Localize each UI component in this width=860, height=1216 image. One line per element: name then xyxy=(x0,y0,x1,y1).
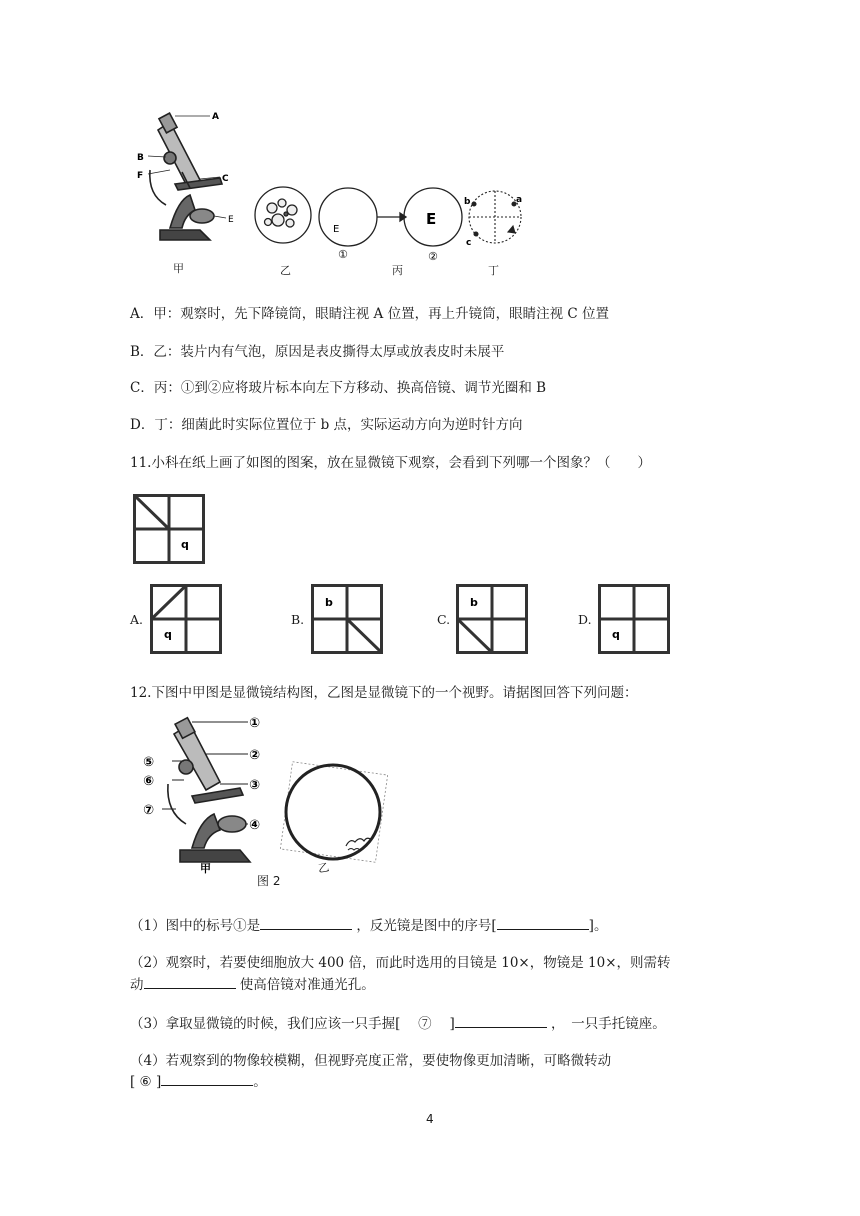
caption-jia-q12: 甲 xyxy=(200,862,211,875)
figure-2-title: 图 2 xyxy=(257,874,281,888)
caption-yi: 乙 xyxy=(280,264,291,277)
marker-7: ⑦ xyxy=(143,803,155,818)
ding-label-b: b xyxy=(464,197,471,207)
microscope-drawing-q12 xyxy=(168,718,250,862)
q11-stem: 11.小科在纸上画了如图的图案，放在显微镜下观察，会看到下列哪一个图象？（ ） xyxy=(130,455,651,471)
label-C: C xyxy=(222,174,229,184)
svg-text:q: q xyxy=(612,628,620,641)
q11-option-a-figure xyxy=(150,584,222,654)
figure-q10-svg xyxy=(130,100,550,280)
q12-sub4-blank[interactable] xyxy=(161,1071,253,1086)
field-E-small: E xyxy=(333,224,340,235)
q10-option-d: D．丁：细菌此时实际位置位于 b 点，实际运动方向为逆时针方向 xyxy=(130,417,523,433)
q12-sub1: （1）图中的标号①是 ，反光镜是图中的序号[ ]。 xyxy=(130,914,607,934)
q12-sub3: （3）拿取显微镜的时候，我们应该一只手握[ ⑦ ] ， 一只手托镜座。 xyxy=(130,1012,666,1032)
figure-q10 xyxy=(130,100,550,280)
label-B: B xyxy=(137,153,144,163)
microscope-drawing-jia xyxy=(150,113,222,240)
caption-ding: 丁 xyxy=(488,264,499,277)
svg-text:b: b xyxy=(325,596,333,609)
marker-2: ② xyxy=(249,748,261,763)
marker-two: ② xyxy=(428,250,438,263)
q12-stem: 12.下图中甲图是显微镜结构图，乙图是显微镜下的一个视野。请据图回答下列问题： xyxy=(130,685,638,701)
q11-option-d-label: D. xyxy=(578,612,592,627)
q11-option-d-figure xyxy=(598,584,670,654)
field-of-view-yi xyxy=(280,762,387,863)
q12-sub2-blank[interactable] xyxy=(144,974,236,989)
field-ding xyxy=(469,191,521,243)
q11-original-pattern xyxy=(133,494,205,564)
marker-3: ③ xyxy=(249,778,261,793)
q10-option-a: A．甲：观察时，先下降镜筒，眼睛注视 A 位置，再上升镜筒，眼睛注视 C 位置 xyxy=(130,306,609,322)
q11-option-c-label: C. xyxy=(437,612,451,627)
marker-4: ④ xyxy=(249,818,261,833)
q12-sub1-blank2[interactable] xyxy=(497,915,589,930)
ding-label-c: c xyxy=(466,238,472,248)
marker-one: ① xyxy=(338,248,348,261)
svg-text:b: b xyxy=(470,596,478,609)
q11-option-c-figure xyxy=(456,584,528,654)
svg-text:q: q xyxy=(164,628,172,641)
q11-option-b-figure xyxy=(311,584,383,654)
q11-original-glyph: q xyxy=(181,538,189,551)
field-yi xyxy=(255,187,311,243)
figure-q12 xyxy=(140,712,400,892)
q11-option-a-label: A. xyxy=(130,612,144,627)
q12-sub1-blank1[interactable] xyxy=(260,915,352,930)
ding-label-a: a xyxy=(516,195,523,205)
q12-sub4-line1: （4）若观察到的物像较模糊，但视野亮度正常，要使物像更加清晰，可略微转动 xyxy=(130,1053,612,1069)
label-F: F xyxy=(137,171,144,181)
caption-jia: 甲 xyxy=(173,262,184,275)
page-number: 4 xyxy=(426,1112,434,1126)
caption-yi-q12: 乙 xyxy=(317,860,331,876)
q10-option-b: B．乙：装片内有气泡，原因是表皮撕得太厚或放表皮时未展平 xyxy=(130,344,505,360)
q12-sub2-line2: 动 使高倍镜对准通光孔。 xyxy=(130,973,375,993)
q12-sub4-line2: [ ⑥ ] 。 xyxy=(130,1070,267,1090)
marker-5: ⑤ xyxy=(143,755,155,770)
q12-sub2-line1: （2）观察时，若要使细胞放大 400 倍，而此时选用的目镜是 10×，物镜是 10×，则需转 xyxy=(130,955,671,971)
caption-bing: 丙 xyxy=(392,264,403,277)
q11-option-b-label: B. xyxy=(291,612,305,627)
field-bing xyxy=(319,188,462,246)
label-A: A xyxy=(212,112,219,122)
marker-6: ⑥ xyxy=(143,774,155,789)
field-E-big: E xyxy=(426,210,437,228)
q10-option-c: C．丙：①到②应将玻片标本向左下方移动、换高倍镜、调节光圈和 B xyxy=(130,380,547,396)
figure-q12-svg xyxy=(140,712,400,892)
label-E: E xyxy=(228,215,234,225)
marker-1: ① xyxy=(249,716,261,731)
q12-sub3-blank[interactable] xyxy=(455,1013,547,1028)
